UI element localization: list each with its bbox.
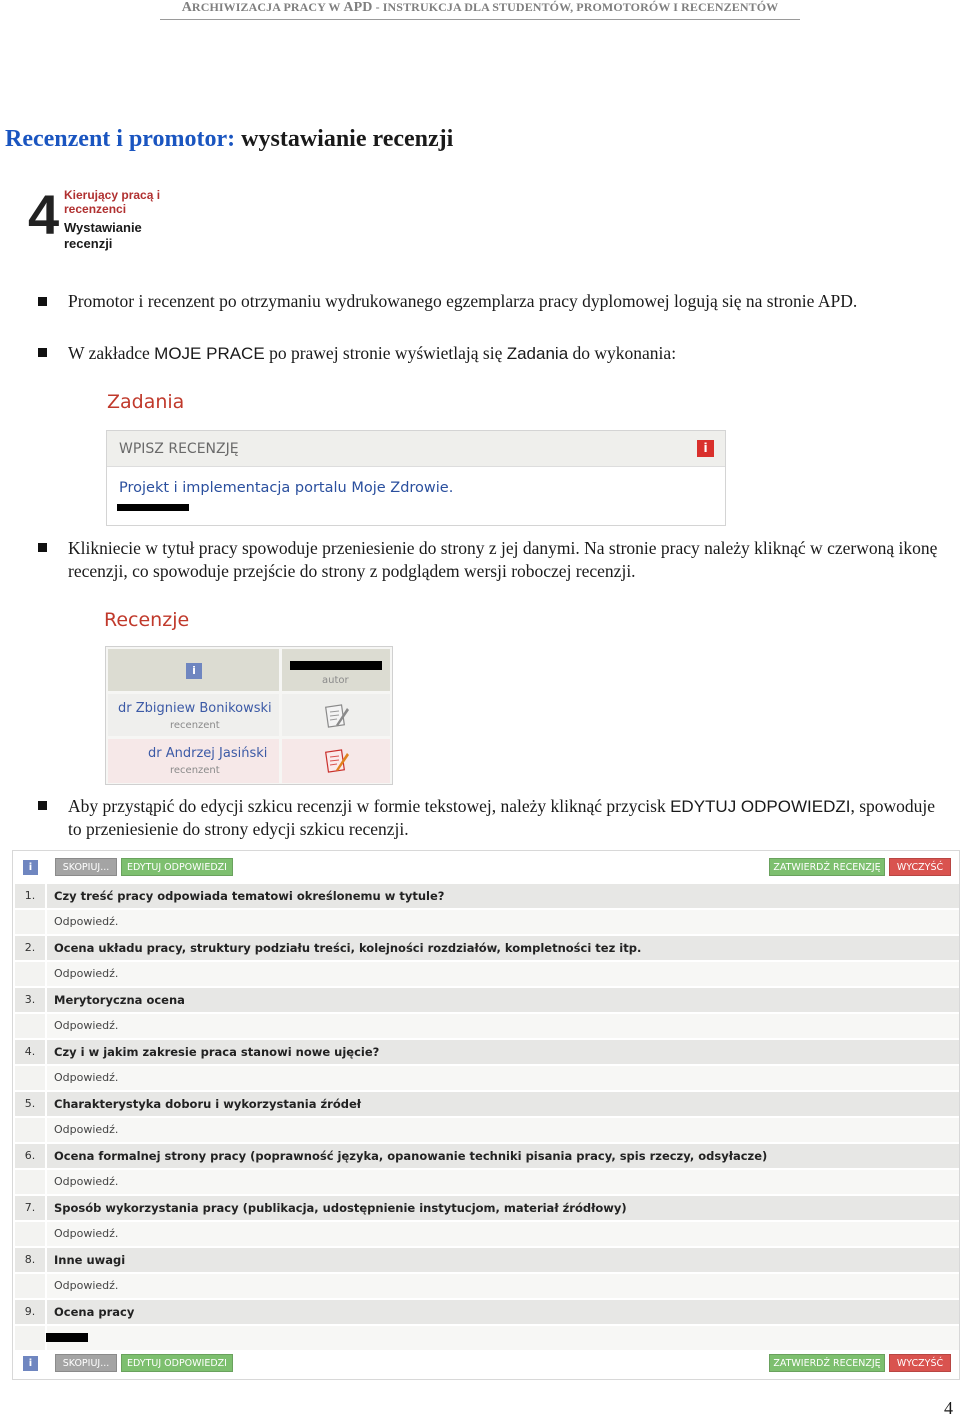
question-row <box>15 1248 959 1272</box>
reviewer-name[interactable]: dr Zbigniew Bonikowski <box>118 701 272 716</box>
author-cell <box>282 649 390 691</box>
copy-button[interactable]: SKOPIUJ... <box>55 1354 117 1372</box>
info-icon[interactable]: i <box>23 1356 38 1371</box>
document-header <box>0 0 960 18</box>
form-toolbar-bottom <box>13 1351 959 1375</box>
answer-row <box>15 1118 959 1142</box>
header-tail: - INSTRUKCJA DLA STUDENTÓW, PROMOTORÓW I RECENZENTÓW <box>372 0 779 14</box>
reviews-header-cell <box>108 649 279 691</box>
question-row <box>15 988 959 1012</box>
task-label: WPISZ RECENZJĘ <box>119 441 239 457</box>
answer-text[interactable]: Odpowiedź. <box>47 1274 959 1298</box>
redaction-bar <box>290 661 382 670</box>
answer-text[interactable]: Odpowiedź. <box>47 1222 959 1246</box>
bullet-4-part-b: , spowoduje to przeniesienie do strony edycji szkicu recenzji. <box>68 796 936 839</box>
bullet-text-1: Promotor i recenzent po otrzymaniu wydrukowanego egzemplarza pracy dyplomowej logują się na stronie APD. <box>68 291 858 311</box>
answer-number-cell <box>15 1170 45 1194</box>
bullet-2-part-b: po prawej stronie wyświetlają się <box>264 343 507 363</box>
task-header <box>107 431 725 467</box>
question-text: Ocena formalnej strony pracy (poprawność języka, opanowanie techniki pisania pracy, spis rzeczy, odsyłacze) <box>47 1144 959 1168</box>
section-title-blue: Recenzent i promotor: <box>5 126 236 152</box>
answer-text[interactable]: Odpowiedź. <box>47 1066 959 1090</box>
answer-text[interactable]: Odpowiedź. <box>47 1170 959 1194</box>
redaction-bar <box>46 1333 88 1342</box>
step-main <box>64 220 142 252</box>
question-row <box>15 884 959 908</box>
bullet-2-part-a: W zakładce <box>68 343 155 363</box>
header-divider <box>160 19 800 20</box>
page-number: 4 <box>944 1398 953 1418</box>
step-main-line2: recenzji <box>64 236 113 251</box>
recenzje-title: Recenzje <box>104 609 190 631</box>
bullet-text-2 <box>68 342 938 365</box>
answer-row <box>15 962 959 986</box>
question-row <box>15 936 959 960</box>
answer-text[interactable]: Odpowiedź. <box>47 1014 959 1038</box>
redaction-bar <box>117 504 189 511</box>
edit-answers-label: EDYTUJ ODPOWIEDZI <box>670 797 851 816</box>
question-row <box>15 1092 959 1116</box>
thesis-title-link[interactable]: Projekt i implementacja portalu Moje Zdrowie. <box>119 480 454 496</box>
answer-number-cell <box>15 1222 45 1246</box>
info-icon[interactable]: i <box>23 860 38 875</box>
section-title <box>5 126 453 153</box>
bullet-marker <box>38 801 47 810</box>
question-text: Inne uwagi <box>47 1248 959 1272</box>
zadania-label: Zadania <box>506 344 569 363</box>
approve-review-button[interactable]: ZATWIERDŹ RECENZJĘ <box>769 1354 885 1372</box>
answer-text[interactable]: Odpowiedź. <box>47 910 959 934</box>
question-text: Charakterystyka doboru i wykorzystania źródeł <box>47 1092 959 1116</box>
answer-row <box>15 1222 959 1246</box>
question-text: Ocena pracy <box>47 1300 959 1324</box>
question-number: 9. <box>15 1300 45 1324</box>
question-row <box>15 1144 959 1168</box>
answer-number-cell <box>15 1274 45 1298</box>
bullet-text-4 <box>68 795 938 841</box>
bullet-marker <box>38 543 47 552</box>
approve-review-button[interactable]: ZATWIERDŹ RECENZJĘ <box>769 858 885 876</box>
answer-number-cell <box>15 910 45 934</box>
zadania-panel <box>106 430 726 526</box>
question-row <box>15 1196 959 1220</box>
question-row <box>15 1300 959 1324</box>
header-apd: APD <box>343 0 373 15</box>
question-row <box>15 1040 959 1064</box>
question-number: 5. <box>15 1092 45 1116</box>
question-text: Sposób wykorzystania pracy (publikacja, udostępnienie instytucjom, materiał źródłowy) <box>47 1196 959 1220</box>
clear-button[interactable]: WYCZYŚĆ <box>889 1354 951 1372</box>
info-icon[interactable]: i <box>186 663 202 679</box>
answer-row <box>15 1326 959 1350</box>
question-number: 2. <box>15 936 45 960</box>
step-subtitle <box>64 188 160 216</box>
reviewer-cell <box>108 739 279 783</box>
question-number: 1. <box>15 884 45 908</box>
answer-number-cell <box>15 1118 45 1142</box>
answer-text[interactable] <box>47 1326 959 1350</box>
step-subtitle-line1: Kierujący pracą i <box>64 188 161 202</box>
answer-number-cell <box>15 1014 45 1038</box>
answer-number-cell <box>15 1066 45 1090</box>
question-text: Merytoryczna ocena <box>47 988 959 1012</box>
answer-row <box>15 910 959 934</box>
section-title-black: wystawianie recenzji <box>235 126 454 152</box>
author-role: autor <box>322 675 349 686</box>
bullet-text-3: Klikniecie w tytuł pracy spowoduje przeniesienie do strony z jej danymi. Na stronie pracy należy kliknąć w czerwoną ikonę recenzji, co spowoduje przejście do strony z podglądem wersji roboczej recenzji. <box>68 538 938 581</box>
question-text: Czy treść pracy odpowiada tematowi określonemu w tytule? <box>47 884 959 908</box>
reviewer-role: recenzent <box>170 720 220 731</box>
question-number: 4. <box>15 1040 45 1064</box>
review-draft-icon-gray[interactable] <box>324 703 350 729</box>
step-logo <box>28 185 188 255</box>
copy-button[interactable]: SKOPIUJ... <box>55 858 117 876</box>
reviewer-name[interactable]: dr Andrzej Jasiński <box>148 746 268 761</box>
answer-number-cell <box>15 1326 45 1350</box>
step-main-line1: Wystawianie <box>64 220 142 235</box>
edit-answers-button[interactable]: EDYTUJ ODPOWIEDZI <box>121 1354 233 1372</box>
question-number: 3. <box>15 988 45 1012</box>
bullet-marker <box>38 348 47 357</box>
review-form <box>12 850 960 1380</box>
question-number: 6. <box>15 1144 45 1168</box>
clear-button[interactable]: WYCZYŚĆ <box>889 858 951 876</box>
reviewer-cell <box>108 694 279 736</box>
question-text: Ocena układu pracy, struktury podziału treści, kolejności rozdziałów, kompletności tez itp. <box>47 936 959 960</box>
bullet-marker <box>38 297 47 306</box>
reviews-table <box>105 646 393 785</box>
answer-row <box>15 1274 959 1298</box>
moje-prace-label: MOJE PRACE <box>154 344 265 363</box>
step-subtitle-line2: recenzenci <box>64 202 127 216</box>
info-icon[interactable]: i <box>697 440 714 457</box>
answer-text[interactable]: Odpowiedź. <box>47 1118 959 1142</box>
answer-row <box>15 1066 959 1090</box>
bullet-2-part-c: do wykonania: <box>568 343 677 363</box>
header-first-letter: A <box>181 0 192 15</box>
reviewer-role: recenzent <box>170 765 220 776</box>
question-text: Czy i w jakim zakresie praca stanowi nowe ujęcie? <box>47 1040 959 1064</box>
step-number: 4 <box>28 183 60 246</box>
review-draft-icon-red[interactable] <box>324 748 350 774</box>
zadania-title: Zadania <box>107 391 185 413</box>
answer-row <box>15 1014 959 1038</box>
answer-row <box>15 1170 959 1194</box>
question-number: 8. <box>15 1248 45 1272</box>
question-number: 7. <box>15 1196 45 1220</box>
answer-text[interactable]: Odpowiedź. <box>47 962 959 986</box>
header-text: RCHIWIZACJA PRACY W <box>191 0 344 14</box>
bullet-4-part-a: Aby przystąpić do edycji szkicu recenzji w formie tekstowej, należy kliknąć przycisk <box>68 796 671 816</box>
edit-answers-button[interactable]: EDYTUJ ODPOWIEDZI <box>121 858 233 876</box>
review-icon-cell <box>282 694 390 736</box>
review-icon-cell <box>282 739 390 783</box>
form-toolbar-top <box>13 855 959 879</box>
answer-number-cell <box>15 962 45 986</box>
